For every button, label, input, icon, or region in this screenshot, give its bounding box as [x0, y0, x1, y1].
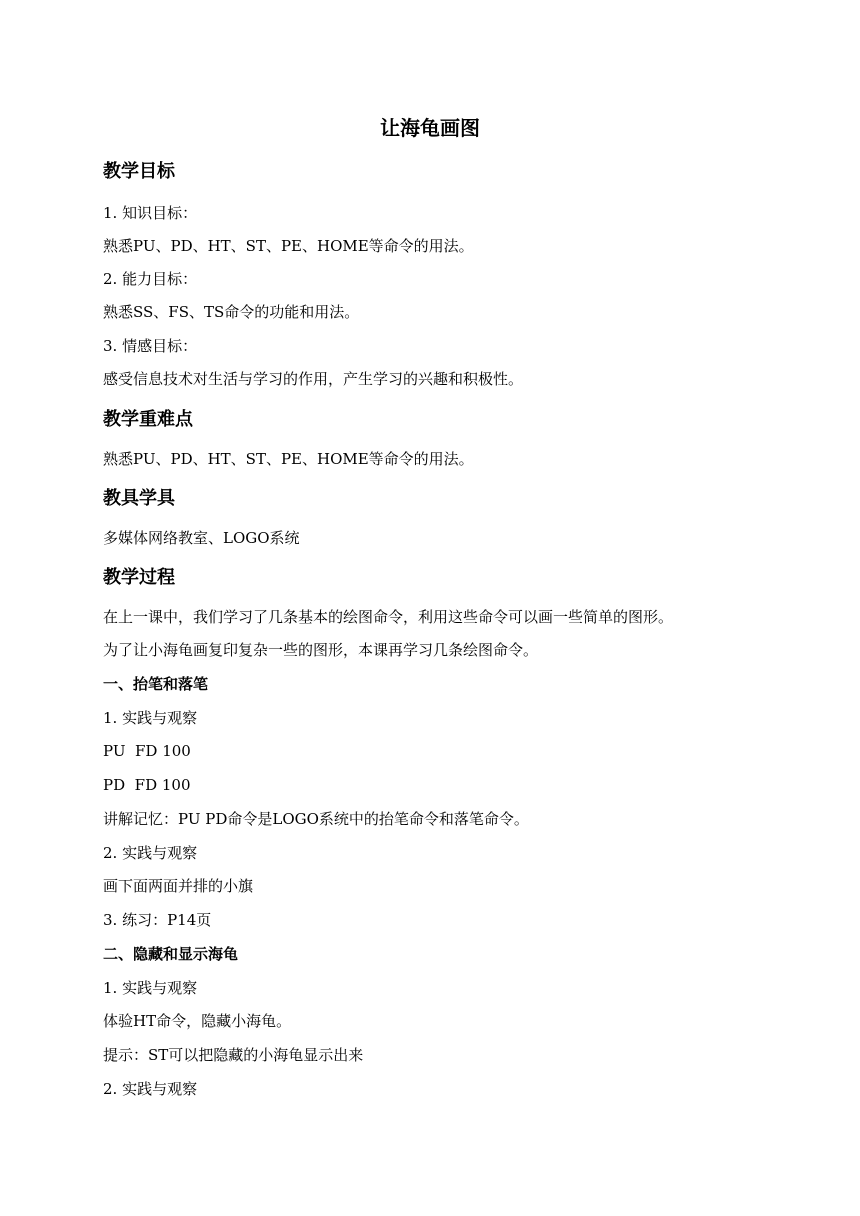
goals-line: 感受信息技术对生活与学习的作用，产生学习的兴趣和积极性。: [103, 370, 524, 388]
goals-line: 熟悉PU、PD、HT、ST、PE、HOME等命令的用法。: [103, 237, 474, 255]
part1-heading: 一、抬笔和落笔: [103, 675, 209, 693]
part2-heading: 二、隐藏和显示海龟: [103, 945, 239, 963]
part1-line: PD FD 100: [103, 776, 191, 794]
tools-heading: 教具学具: [103, 488, 175, 509]
key-points-line: 熟悉PU、PD、HT、ST、PE、HOME等命令的用法。: [103, 450, 474, 468]
goals-line: 3. 情感目标：: [103, 337, 198, 355]
part2-line: 1. 实践与观察: [103, 979, 198, 997]
part2-line: 提示：ST可以把隐藏的小海龟显示出来: [103, 1046, 364, 1064]
part2-line: 体验HT命令，隐藏小海龟。: [103, 1012, 292, 1030]
process-intro-line: 为了让小海龟画复印复杂一些的图形，本课再学习几条绘图命令。: [103, 641, 539, 659]
part1-line: 画下面两面并排的小旗: [103, 877, 254, 895]
document-title: 让海龟画图: [380, 116, 480, 140]
tools-line: 多媒体网络教室、LOGO系统: [103, 529, 300, 547]
part1-line: 1. 实践与观察: [103, 709, 198, 727]
goals-line: 熟悉SS、FS、TS命令的功能和用法。: [103, 303, 360, 321]
part1-line: 3. 练习：P14页: [103, 911, 212, 929]
process-intro-line: 在上一课中，我们学习了几条基本的绘图命令，利用这些命令可以画一些简单的图形。: [103, 608, 674, 626]
part2-line: 2. 实践与观察: [103, 1080, 198, 1098]
part1-line: PU FD 100: [103, 742, 191, 760]
part1-line: 讲解记忆：PU PD命令是LOGO系统中的抬笔命令和落笔命令。: [103, 810, 529, 828]
part1-line: 2. 实践与观察: [103, 844, 198, 862]
goals-line: 2. 能力目标：: [103, 270, 198, 288]
key-points-heading: 教学重难点: [103, 409, 193, 430]
process-heading: 教学过程: [103, 567, 175, 588]
goals-line: 1. 知识目标：: [103, 204, 198, 222]
goals-heading: 教学目标: [103, 161, 175, 182]
